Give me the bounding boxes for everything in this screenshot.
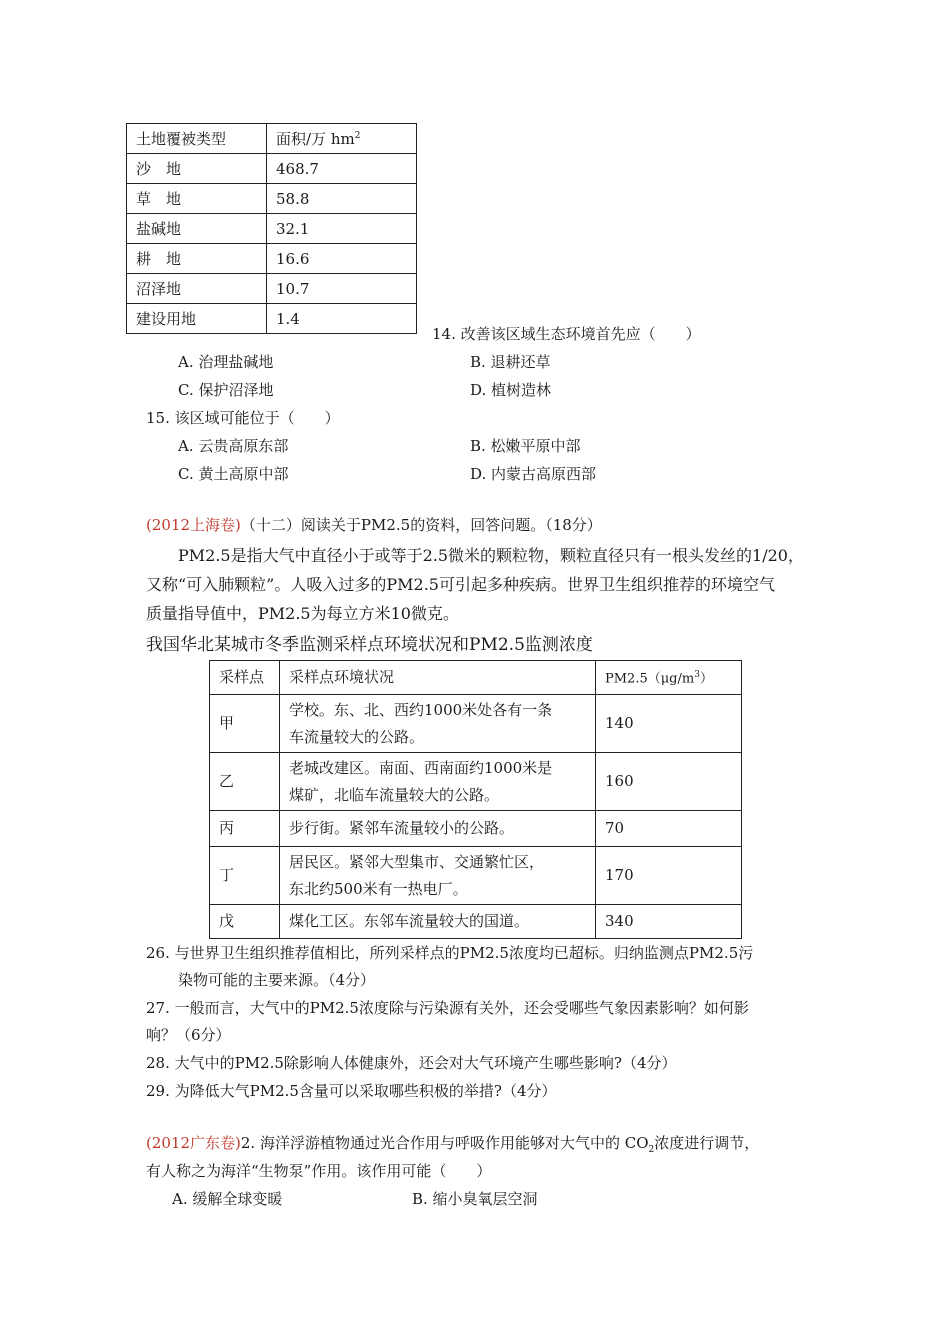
table-row: 甲 学校。东、北、西约1000米处各有一条 车流量较大的公路。 140 bbox=[210, 695, 742, 753]
table-row: 建设用地 1.4 bbox=[127, 304, 417, 334]
q15-option-b[interactable]: B. 松嫩平原中部 bbox=[470, 437, 581, 455]
header-environment: 采样点环境状况 bbox=[280, 661, 596, 695]
q27-line-2: 响？（6分） bbox=[146, 1026, 231, 1044]
q15-option-d[interactable]: D. 内蒙古高原西部 bbox=[470, 465, 597, 483]
table-row: 丁 居民区。紧邻大型集市、交通繁忙区， 东北约500米有一热电厂。 170 bbox=[210, 847, 742, 905]
guangdong-option-b[interactable]: B. 缩小臭氧层空洞 bbox=[412, 1190, 538, 1208]
q28-text: 28. 大气中的PM2.5除影响人体健康外，还会对大气环境产生哪些影响?（4分） bbox=[146, 1054, 677, 1072]
q14-option-b[interactable]: B. 退耕还草 bbox=[470, 353, 551, 371]
table-row: 沙 地 468.7 bbox=[127, 154, 417, 184]
guangdong-line-1: (2012广东卷)2. 海洋浮游植物通过光合作用与呼吸作用能够对大气中的 $CO_2$浓度进行调节， bbox=[146, 1134, 760, 1155]
table-row: 耕 地 16.6 bbox=[127, 244, 417, 274]
guangdong-option-a[interactable]: A. 缓解全球变暖 bbox=[172, 1190, 283, 1208]
header-site: 采样点 bbox=[210, 661, 280, 695]
land-cover-table bbox=[126, 123, 417, 334]
q14-option-c[interactable]: C. 保护沼泽地 bbox=[178, 381, 274, 399]
header-pm25: $PM2.5(\mu g/m^3)$ bbox=[596, 661, 742, 695]
q14-option-d[interactable]: D. 植树造林 bbox=[470, 381, 552, 399]
q15-stem: 15. 该区域可能位于（ ） bbox=[146, 409, 340, 427]
table-row: 草 地 58.8 bbox=[127, 184, 417, 214]
table-row: 沼泽地 10.7 bbox=[127, 274, 417, 304]
shanghai-heading-line bbox=[146, 514, 602, 535]
table-row: 丙 步行街。紧邻车流量较小的公路。 70 bbox=[210, 811, 742, 847]
table-row: 盐碱地 32.1 bbox=[127, 214, 417, 244]
pm-table-title: 我国华北某城市冬季监测采样点环境状况和PM2.5监测浓度 bbox=[146, 635, 593, 655]
guangdong-line-2: 有人称之为海洋“生物泵”作用。该作用可能（ ） bbox=[146, 1162, 492, 1180]
table-row: 戊 煤化工区。东邻车流量较大的国道。 340 bbox=[210, 905, 742, 939]
pm-intro-line-3: 质量指导值中，PM2.5为每立方米10微克。 bbox=[146, 604, 459, 623]
table-header-row bbox=[127, 124, 417, 154]
q26-line-1: 26. 与世界卫生组织推荐值相比，所列采样点的PM2.5浓度均已超标。归纳监测点PM2.5污 bbox=[146, 944, 754, 962]
q15-option-a[interactable]: A. 云贵高原东部 bbox=[178, 437, 289, 455]
q15-option-c[interactable]: C. 黄土高原中部 bbox=[178, 465, 289, 483]
q14-option-a[interactable]: A. 治理盐碱地 bbox=[178, 353, 274, 371]
source-tag-guangdong: (2012广东卷) bbox=[146, 1134, 241, 1152]
q26-line-2: 染物可能的主要来源。（4分） bbox=[178, 971, 376, 989]
table-header-row bbox=[210, 661, 742, 695]
source-tag-shanghai: (2012上海卷) bbox=[146, 516, 241, 534]
pm-intro-line-1: PM2.5是指大气中直径小于或等于2.5微米的颗粒物，颗粒直径只有一根头发丝的1/20， bbox=[178, 546, 804, 565]
q29-text: 29. 为降低大气PM2.5含量可以采取哪些积极的举措?（4分） bbox=[146, 1082, 557, 1100]
pm-intro-line-2: 又称“可入肺颗粒”。人吸入过多的PM2.5可引起多种疾病。世界卫生组织推荐的环境空气 bbox=[146, 575, 775, 594]
shanghai-heading: （十二）阅读关于PM2.5的资料，回答问题。（18分） bbox=[240, 516, 602, 534]
header-cover-type: 土地覆被类型 bbox=[127, 124, 267, 154]
pm25-table bbox=[209, 660, 742, 939]
q27-line-1: 27. 一般而言，大气中的PM2.5浓度除与污染源有关外，还会受哪些气象因素影响？如何影 bbox=[146, 999, 749, 1017]
table-row: 乙 老城改建区。南面、西南面约1000米是 煤矿，北临车流量较大的公路。 160 bbox=[210, 753, 742, 811]
q14-stem: 14. 改善该区域生态环境首先应（ ） bbox=[432, 325, 701, 343]
header-area: 面积/万 $hm^2$ bbox=[267, 124, 417, 154]
